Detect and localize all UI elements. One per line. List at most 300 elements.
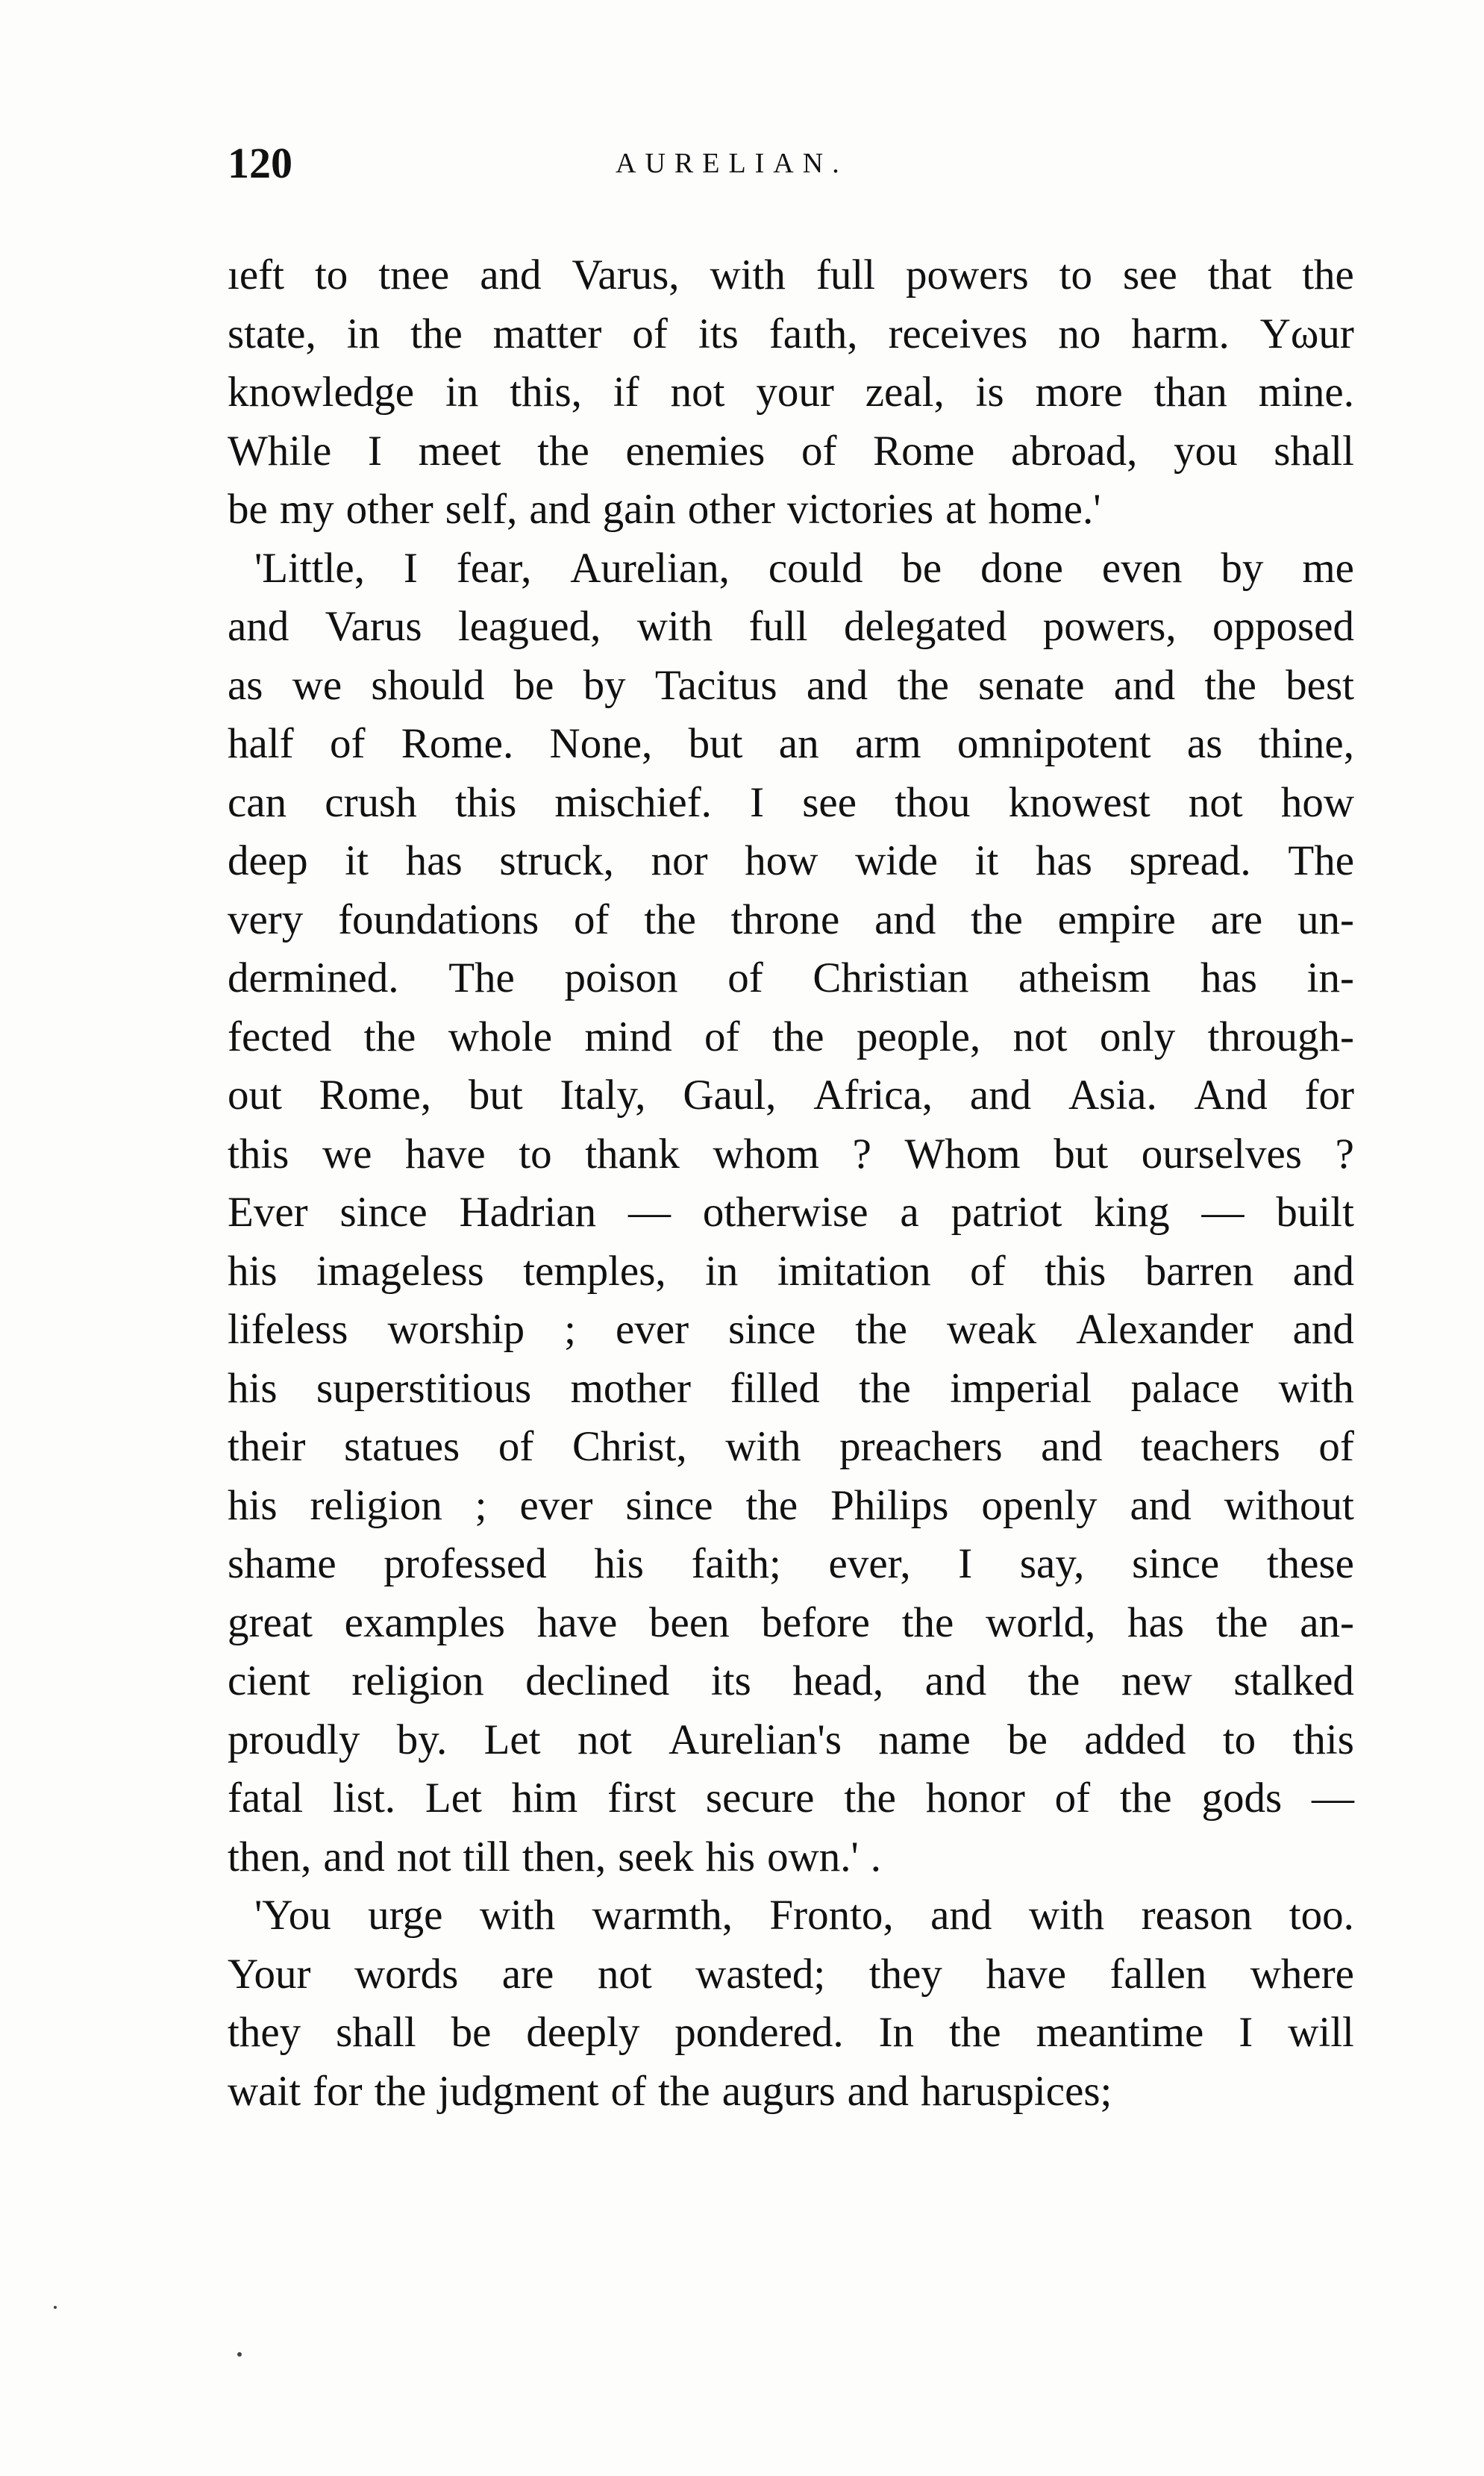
word: Rome, [319,1072,432,1119]
word: and [1292,1306,1354,1353]
word: the [1215,1598,1268,1646]
word: professed [383,1540,547,1587]
word: shame [228,1540,336,1587]
word: Rome. [401,720,514,767]
word: whole [448,1013,553,1060]
word: imageless [316,1247,484,1295]
word: honor [925,1775,1025,1822]
word: with [725,1423,801,1470]
word: be [451,2009,492,2056]
word: has [1127,1598,1185,1646]
word: of [704,1013,740,1060]
word: abroad, [1011,427,1138,475]
word: the [537,427,589,475]
word: Aurelian, [570,544,730,592]
word: the [1119,1775,1172,1822]
word: we [292,661,342,709]
word: Whom [904,1130,1021,1178]
word: and [323,1833,385,1881]
word: religion [310,1481,442,1529]
word: not [1012,1013,1068,1060]
word: Yωur [1259,310,1354,357]
word: the [658,2067,710,2115]
text-line [228,1418,1354,1477]
word: see [1122,251,1177,298]
word: his [228,1364,278,1412]
word: then, [228,1833,312,1881]
word: this [228,1130,289,1178]
word: weak [946,1306,1037,1353]
word: victories [786,486,934,533]
word: but [688,720,743,767]
word: their [228,1423,306,1470]
word: warmth, [592,1892,733,1939]
word: and [806,661,868,709]
word: but [468,1072,523,1119]
word: if [613,369,639,416]
word: augurs [721,2067,836,2115]
word: shall [336,2009,416,2056]
word: how [745,837,818,884]
word: we [322,1130,372,1178]
word: senate [978,661,1085,709]
word: king [1094,1189,1170,1236]
word: with [1028,1892,1105,1939]
word: him [511,1775,578,1822]
word: the [410,310,463,357]
word: nor [651,837,708,884]
word: will [1288,2009,1354,2056]
word: been [649,1598,730,1646]
text-line [228,1945,1354,2004]
word: gain [602,486,676,533]
word: fallen [1109,1950,1207,1998]
word: with [710,251,786,298]
word: powers [906,251,1029,298]
text-line [228,305,1354,364]
word: Ever [228,1189,308,1236]
word: in [346,310,381,357]
word: In [878,2009,915,2056]
word: to [314,251,348,298]
word: omnipotent [957,720,1151,767]
word: with [1278,1364,1354,1412]
word: worship [387,1306,525,1353]
word: wait [228,2067,301,2115]
word: delegated [843,603,1007,650]
word: deeply [526,2009,640,2056]
word: this [454,778,517,826]
word: ever, [828,1540,911,1587]
word: by [1221,544,1264,592]
word: full [748,603,808,650]
word: of [727,954,763,1001]
word: otherwise [702,1189,868,1236]
text-line [228,1652,1354,1711]
word: other [345,486,433,533]
word: Alexander [1076,1306,1253,1353]
word: of [801,427,837,475]
word: built [1276,1189,1354,1236]
word: new [1121,1657,1192,1704]
text-line [228,891,1354,950]
word: this [1044,1247,1106,1295]
word: of [632,310,668,357]
word: before [761,1598,870,1646]
word: is [975,369,1004,416]
word: the [901,1598,954,1646]
word: tnee [378,251,450,298]
word: Rome [873,427,975,475]
word: shall [1274,427,1354,475]
word: his [594,1540,644,1587]
word: of [610,2067,647,2115]
word: barren [1145,1247,1254,1295]
word: the [745,1481,798,1529]
page-speck [54,2306,57,2309]
word: examples [344,1598,505,1646]
word: out [228,1072,282,1119]
word: faith; [691,1540,781,1587]
text-line [228,1535,1354,1594]
word: empire [1057,895,1176,943]
word: Gaul, [683,1072,777,1119]
word: more [1035,369,1123,416]
word: ever [519,1481,593,1529]
word: to [519,1130,552,1178]
word: temples, [523,1247,666,1295]
word: its [698,310,739,357]
word: no [1058,310,1101,357]
word: Varus, [572,251,680,298]
word: as [228,661,263,709]
word: palace [1130,1364,1240,1412]
word: seek [618,1833,694,1881]
word: And [1194,1072,1268,1119]
word: Tacitus [654,661,777,709]
word: be [901,544,942,592]
word: knowledge [228,369,415,416]
word: as [1186,720,1223,767]
word: whom [713,1130,819,1178]
text-line [228,1711,1354,1770]
word: since [1132,1540,1220,1587]
word: ; [564,1306,577,1353]
word: his [705,1833,756,1881]
word: — [1311,1775,1354,1822]
word: and [847,2067,909,2115]
word: preachers [839,1423,1003,1470]
word: and [529,486,591,533]
word: . [870,1833,882,1881]
word: you [1174,427,1238,475]
word: judgment [438,2067,599,2115]
word: your [756,369,834,416]
word: not [670,369,725,416]
word: to [1059,251,1092,298]
word: at [945,486,977,533]
word: then, [522,1833,607,1881]
text-line [228,2004,1354,2063]
word: of [329,720,366,767]
word: teachers [1141,1423,1280,1470]
word: they [228,2009,301,2056]
text-line [228,715,1354,774]
word: own.' [767,1833,859,1881]
word: throne [730,895,840,943]
word: powers, [1042,603,1177,650]
word: by [583,661,626,709]
word: 'Little, [254,544,365,592]
word: — [628,1189,671,1236]
word: the [949,2009,1001,2056]
word: fear, [456,544,532,592]
word: this [1292,1716,1354,1763]
word: stalked [1233,1657,1354,1704]
word: the [771,1013,824,1060]
word: wasted; [695,1950,826,1998]
word: leagued, [457,603,601,650]
word: of [970,1247,1006,1295]
word: of [498,1423,534,1470]
word: the [644,895,696,943]
word: matter [492,310,602,357]
word: for [1304,1072,1354,1119]
word: and [930,1892,992,1939]
text-line [228,363,1354,422]
word: Christian [813,954,969,1001]
word: — [1201,1189,1245,1236]
word: secure [705,1775,815,1822]
word: proudly [228,1716,360,1763]
word: ourselves [1141,1130,1302,1178]
word: mischief. [554,778,712,826]
word: have [536,1598,618,1646]
text-line [228,1242,1354,1301]
word: people, [857,1013,981,1060]
word: Hadrian [459,1189,597,1236]
word: opposed [1212,603,1354,650]
word: and [1130,1481,1192,1529]
word: and [480,251,542,298]
word: how [1280,778,1354,826]
word: its [710,1657,751,1704]
word: than [1153,369,1227,416]
word: meantime [1036,2009,1204,2056]
word: Philips [830,1481,949,1529]
word: and [1041,1423,1103,1470]
word: meet [418,427,501,475]
word: Asia. [1068,1072,1157,1119]
word: Let [425,1775,482,1822]
word: crush [325,778,417,826]
text-line [228,1008,1354,1067]
word: struck, [499,837,614,884]
text-line [228,1594,1354,1653]
word: enemies [625,427,766,475]
word: I [367,427,382,475]
word: mind [584,1013,672,1060]
word: urge [368,1892,443,1939]
word: be [513,661,554,709]
word: poison [564,954,678,1001]
word: the [1302,251,1354,298]
word: half [228,720,294,767]
word: not [1188,778,1243,826]
word: wide [855,837,938,884]
word: through- [1207,1013,1354,1060]
word: these [1266,1540,1354,1587]
word: filled [730,1364,820,1412]
word: thank [585,1130,680,1178]
text-line [228,481,1354,540]
word: list. [333,1775,396,1822]
word: with [636,603,713,650]
word: it [345,837,369,884]
word: full [815,251,876,298]
page-number: 120 [228,139,292,187]
word: the [855,1306,907,1353]
word: self, [445,486,518,533]
word: fected [228,1013,332,1060]
word: have [405,1130,486,1178]
word: ; [475,1481,487,1529]
word: I [750,778,765,826]
word: where [1250,1950,1354,1998]
word: see [802,778,857,826]
word: should [371,661,485,709]
word: 'You [254,1892,331,1939]
word: say, [1019,1540,1085,1587]
word: and [874,895,936,943]
word: haruspices; [920,2067,1112,2115]
word: that [1207,251,1272,298]
word: thine, [1258,720,1354,767]
word: the [363,1013,416,1060]
word: and [924,1657,987,1704]
word: and [1292,1247,1354,1295]
word: of [573,895,610,943]
text-line [228,1125,1354,1184]
word: not [597,1950,652,1998]
text-line [228,1184,1354,1242]
word: to [1222,1716,1256,1763]
word: knowest [1008,778,1150,826]
word: of [1318,1423,1354,1470]
word: can [228,778,287,826]
word: for [313,2067,363,2115]
word: statues [344,1423,460,1470]
word: Italy, [560,1072,646,1119]
text-line [228,422,1354,481]
word: mother [570,1364,692,1412]
text-line [228,540,1354,598]
word: I [403,544,418,592]
word: very [228,895,304,943]
word: I [1239,2009,1253,2056]
word: be [1007,1716,1048,1763]
word: reason [1141,1892,1253,1939]
running-head [228,139,1362,201]
word: foundations [338,895,539,943]
word: with [479,1892,556,1939]
word: Let [483,1716,541,1763]
word: are [1210,895,1263,943]
word: spread. [1129,837,1251,884]
text-line [228,1066,1354,1125]
word: have [986,1950,1066,1998]
word: but [1053,1130,1109,1178]
word: Fronto, [769,1892,894,1939]
text-line [228,1886,1354,1945]
word: since [625,1481,713,1529]
word: not [577,1716,632,1763]
word: home.' [988,486,1101,533]
word: Christ, [572,1423,687,1470]
text-line [228,1360,1354,1419]
word: declined [525,1657,670,1704]
word: Your [228,1950,311,1998]
word: world, [986,1598,1096,1646]
word: since [728,1306,816,1353]
word: The [1288,837,1354,884]
word: an- [1300,1598,1354,1646]
word: his [228,1247,278,1295]
word: has [405,837,463,884]
word: religion [351,1657,484,1704]
word: the [374,2067,427,2115]
word: without [1224,1481,1354,1529]
word: done [980,544,1063,592]
word: imitation [777,1247,931,1295]
word: superstitious [316,1364,532,1412]
text-line [228,1769,1354,1828]
word: While [228,427,332,475]
word: an [778,720,819,767]
word: this, [510,369,582,416]
word: a [900,1189,919,1236]
word: great [228,1598,313,1646]
word: The [448,954,515,1001]
text-line [228,1828,1354,1887]
word: name [878,1716,971,1763]
word: could [768,544,863,592]
word: and [228,603,289,650]
word: the [1204,661,1256,709]
word: mine. [1258,369,1354,416]
word: in- [1306,954,1354,1001]
word: I [958,1540,973,1587]
word: words [354,1950,459,1998]
word: and [969,1072,1032,1119]
running-title: AURELIAN. [616,148,848,179]
word: are [501,1950,554,1998]
word: other [687,486,775,533]
word: even [1101,544,1183,592]
word: in [445,369,479,416]
word: atheism [1018,954,1151,1001]
word: None, [549,720,653,767]
text-line [228,832,1354,891]
text-line [228,1301,1354,1360]
word: first [607,1775,677,1822]
word: the [1027,1657,1080,1704]
word: has [1036,837,1092,884]
word: thou [895,778,971,826]
word: till [463,1833,510,1881]
word: of [1054,1775,1091,1822]
word: zeal, [865,369,945,416]
